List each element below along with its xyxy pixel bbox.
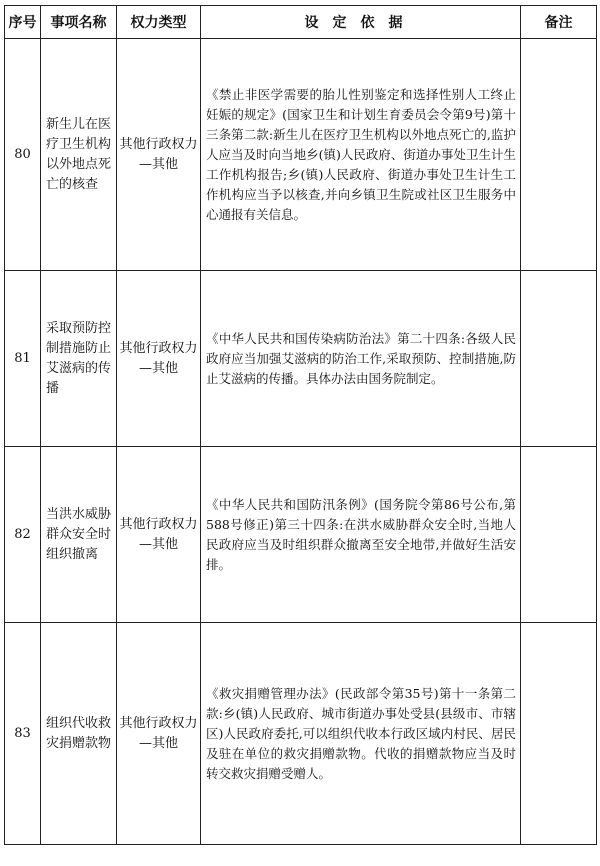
header-note: 备注 (521, 6, 597, 39)
power-type: 其他行政权力—其他 (117, 39, 201, 271)
row-number: 83 (5, 623, 41, 845)
row-number: 80 (5, 39, 41, 271)
header-row (5, 6, 597, 39)
legal-basis: 《中华人民共和国防汛条例》(国务院令第86号公布,第588号修正)第三十四条:在洪水威胁群众安全时,当地人民政府应当及时组织群众撤离至安全地带,并做好生活安排。 (201, 447, 521, 623)
item-name: 采取预防控制措施防止艾滋病的传播 (41, 271, 117, 447)
item-name: 组织代收救灾捐赠款物 (41, 623, 117, 845)
legal-basis: 《禁止非医学需要的胎儿性别鉴定和选择性别人工终止妊娠的规定》(国家卫生和计划生育委员会令第9号)第十三条第二款:新生儿在医疗卫生机构以外地点死亡的,监护人应当及时向当地乡(镇)人民政府、街道办事处卫生计生工作机构报告;乡(镇)人民政府、街道办事处卫生计生工作机构应当予以核查,并向乡镇卫生院或社区卫生服务中心通报有关信息。 (201, 39, 521, 271)
item-name: 当洪水威胁群众安全时组织撤离 (41, 447, 117, 623)
remarks (521, 39, 597, 271)
row-number: 82 (5, 447, 41, 623)
table-row (5, 271, 597, 447)
legal-basis: 《救灾捐赠管理办法》(民政部令第35号)第十一条第二款:乡(镇)人民政府、城市街道办事处受县(县级市、市辖区)人民政府委托,可以组织代收本行政区域内村民、居民及驻在单位的救灾捐赠款物。代收的捐赠款物应当及时转交救灾捐赠受赠人。 (201, 623, 521, 845)
table-row (5, 623, 597, 845)
header-basis: 设定依据 (201, 6, 521, 39)
power-type: 其他行政权力—其他 (117, 623, 201, 845)
power-type: 其他行政权力—其他 (117, 447, 201, 623)
table-row (5, 39, 597, 271)
table-row (5, 447, 597, 623)
legal-basis: 《中华人民共和国传染病防治法》第二十四条:各级人民政府应当加强艾滋病的防治工作,采取预防、控制措施,防止艾滋病的传播。具体办法由国务院制定。 (201, 271, 521, 447)
power-type: 其他行政权力—其他 (117, 271, 201, 447)
remarks (521, 623, 597, 845)
row-number: 81 (5, 271, 41, 447)
header-seq: 序号 (5, 6, 41, 39)
remarks (521, 447, 597, 623)
item-name: 新生儿在医疗卫生机构以外地点死亡的核查 (41, 39, 117, 271)
authority-table (4, 5, 597, 845)
header-name: 事项名称 (41, 6, 117, 39)
header-type: 权力类型 (117, 6, 201, 39)
remarks (521, 271, 597, 447)
